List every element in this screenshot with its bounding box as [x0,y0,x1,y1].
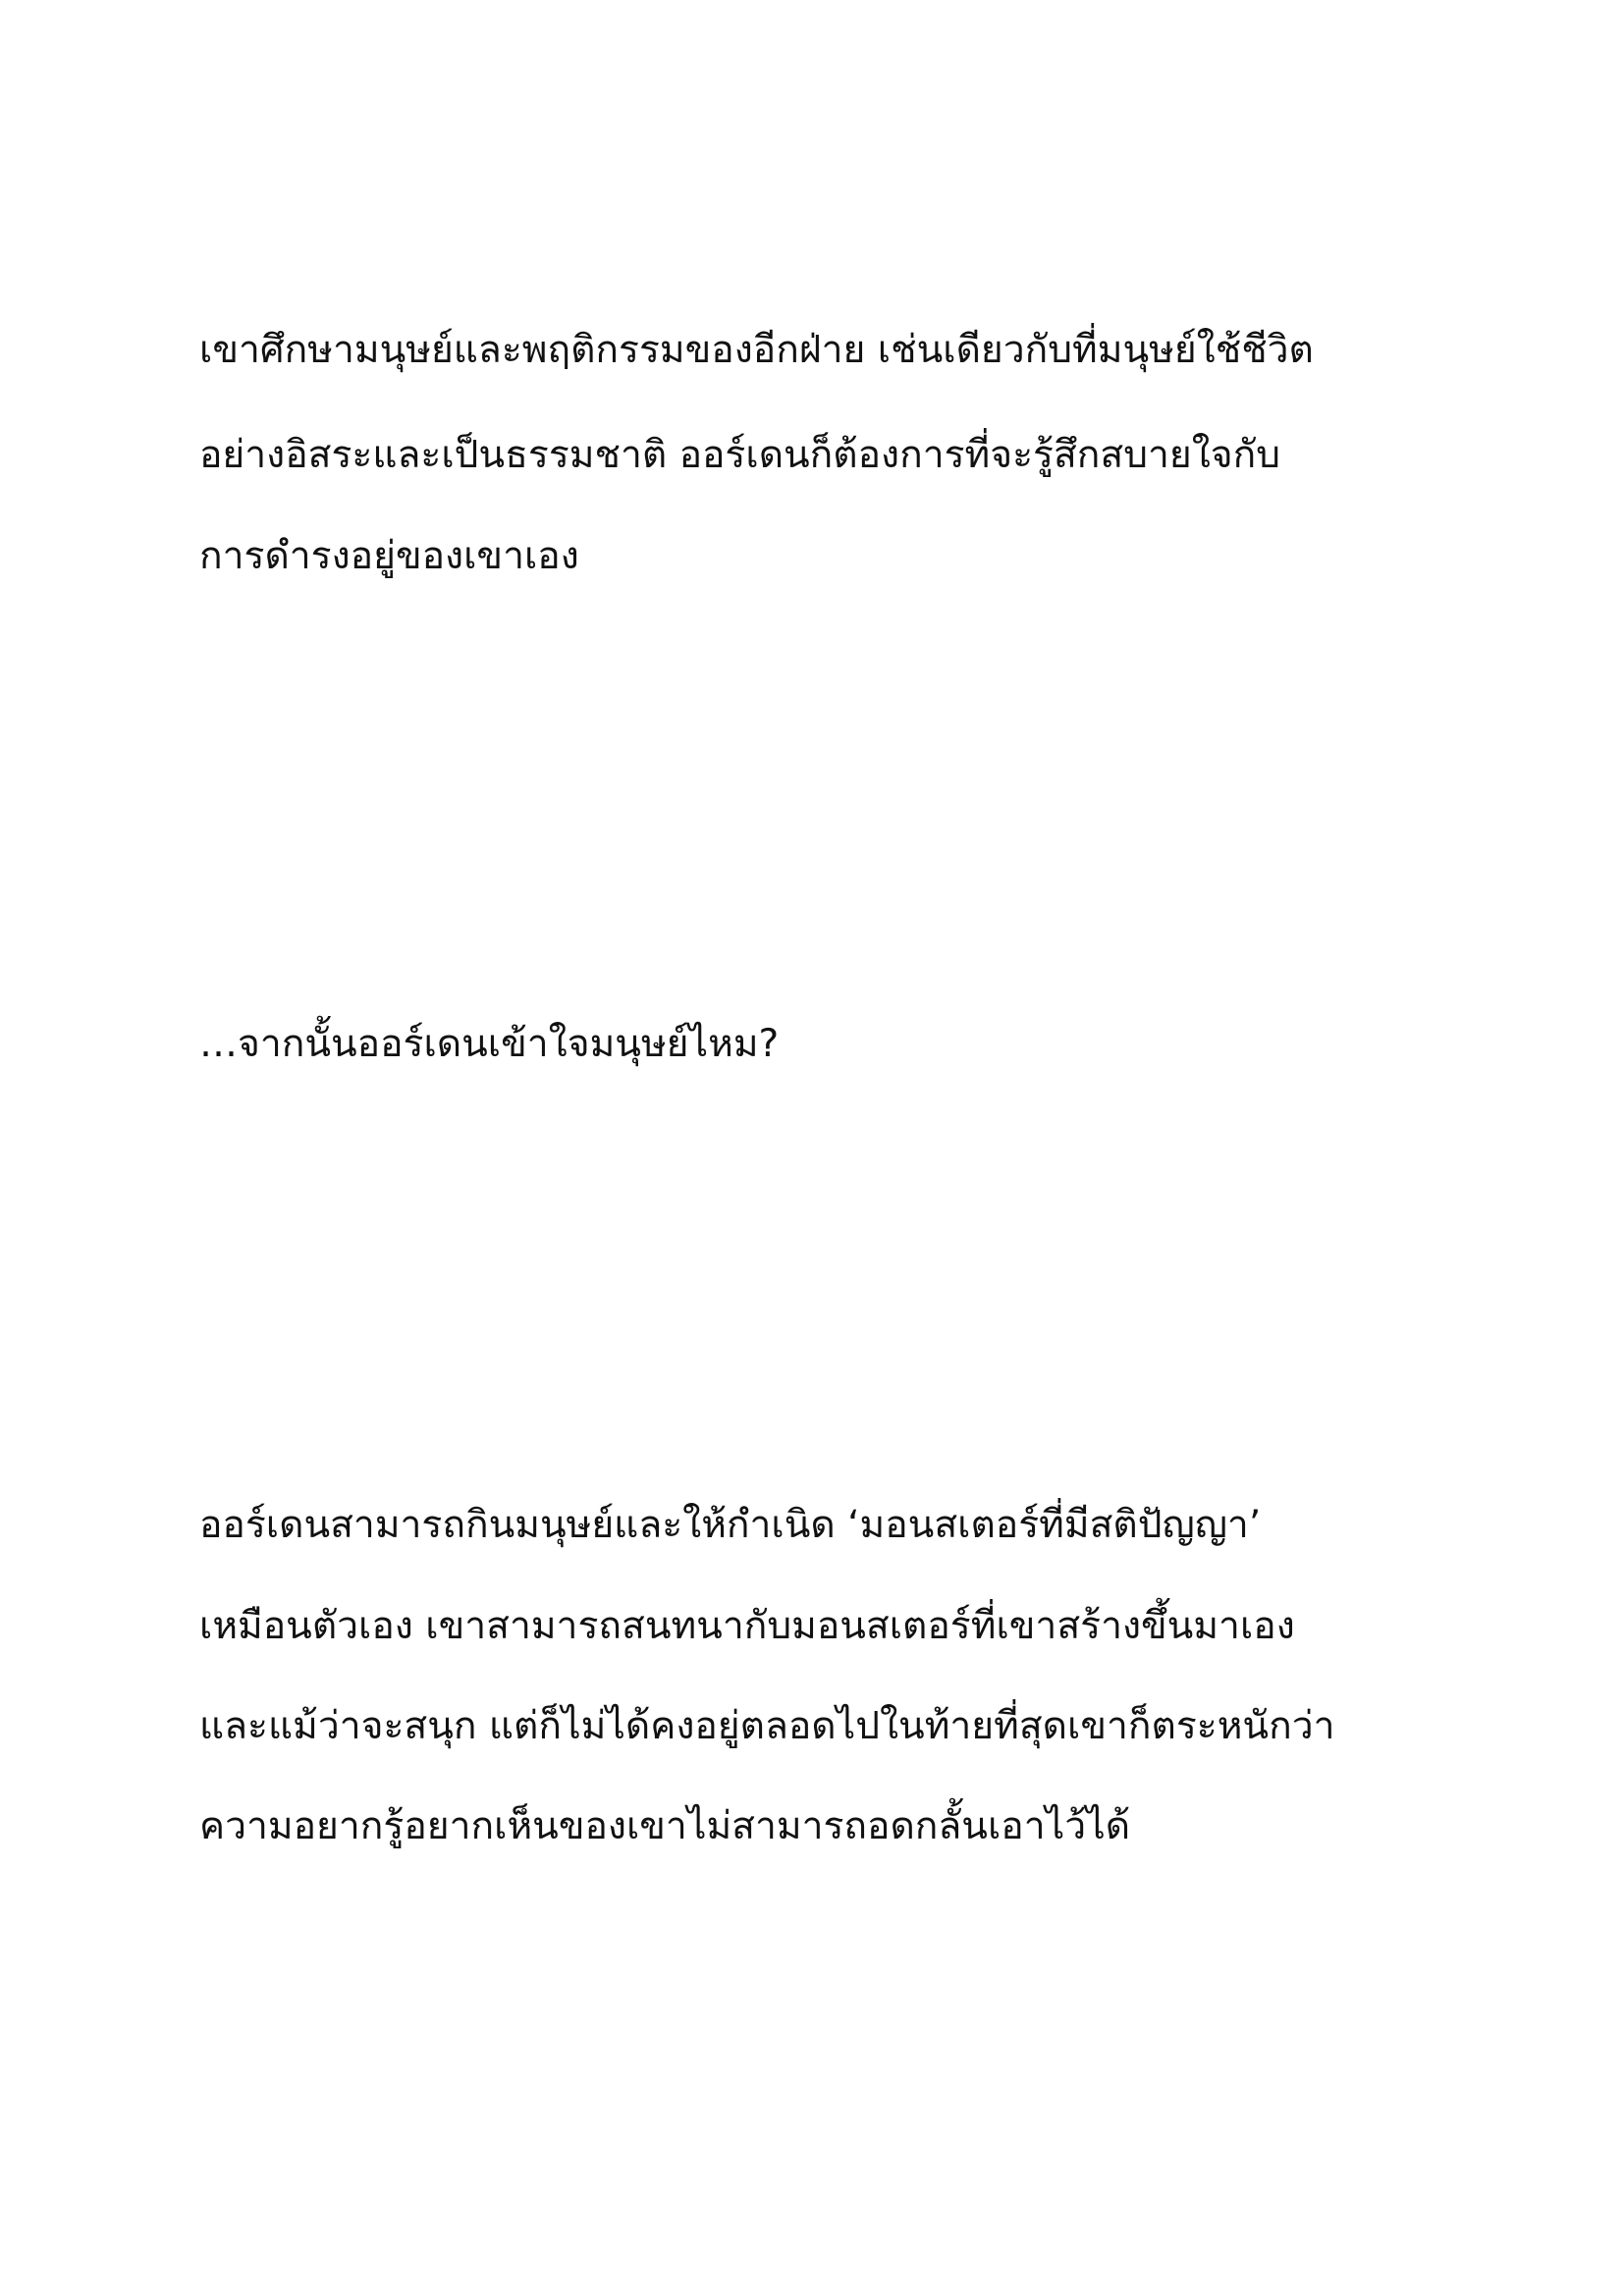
text-line: อย่างอิสระและเป็นธรรมชาติ ออร์เดนก็ต้องการที่จะรู้สึกสบายใจกับ [199,433,1280,477]
text-line: และแม้ว่าจะสนุก แต่ก็ไม่ได้คงอยู่ตลอดไปในท้ายที่สุดเขาก็ตระหนักว่า [199,1704,1335,1748]
text-line: ความอยากรู้อยากเห็นของเขาไม่สามารถอดกลั้นเอาไว้ได้ [199,1804,1131,1848]
text-line: …จากนั้นออร์เดนเข้าใจมนุษย์ไหม? [199,1022,780,1066]
text-line: ออร์เดนสามารถกินมนุษย์และให้กำเนิด ‘มอนสเตอร์ที่มีสติปัญญา’ [199,1503,1262,1547]
text-line: เขาศึกษามนุษย์และพฤติกรรมของอีกฝ่าย เช่นเดียวกับที่มนุษย์ใช้ชีวิต [199,328,1314,372]
text-line: เหมือนตัวเอง เขาสามารถสนทนากับมอนสเตอร์ที่เขาสร้างขึ้นมาเอง [199,1604,1295,1648]
text-line: การดำรงอยู่ของเขาเอง [199,534,579,578]
